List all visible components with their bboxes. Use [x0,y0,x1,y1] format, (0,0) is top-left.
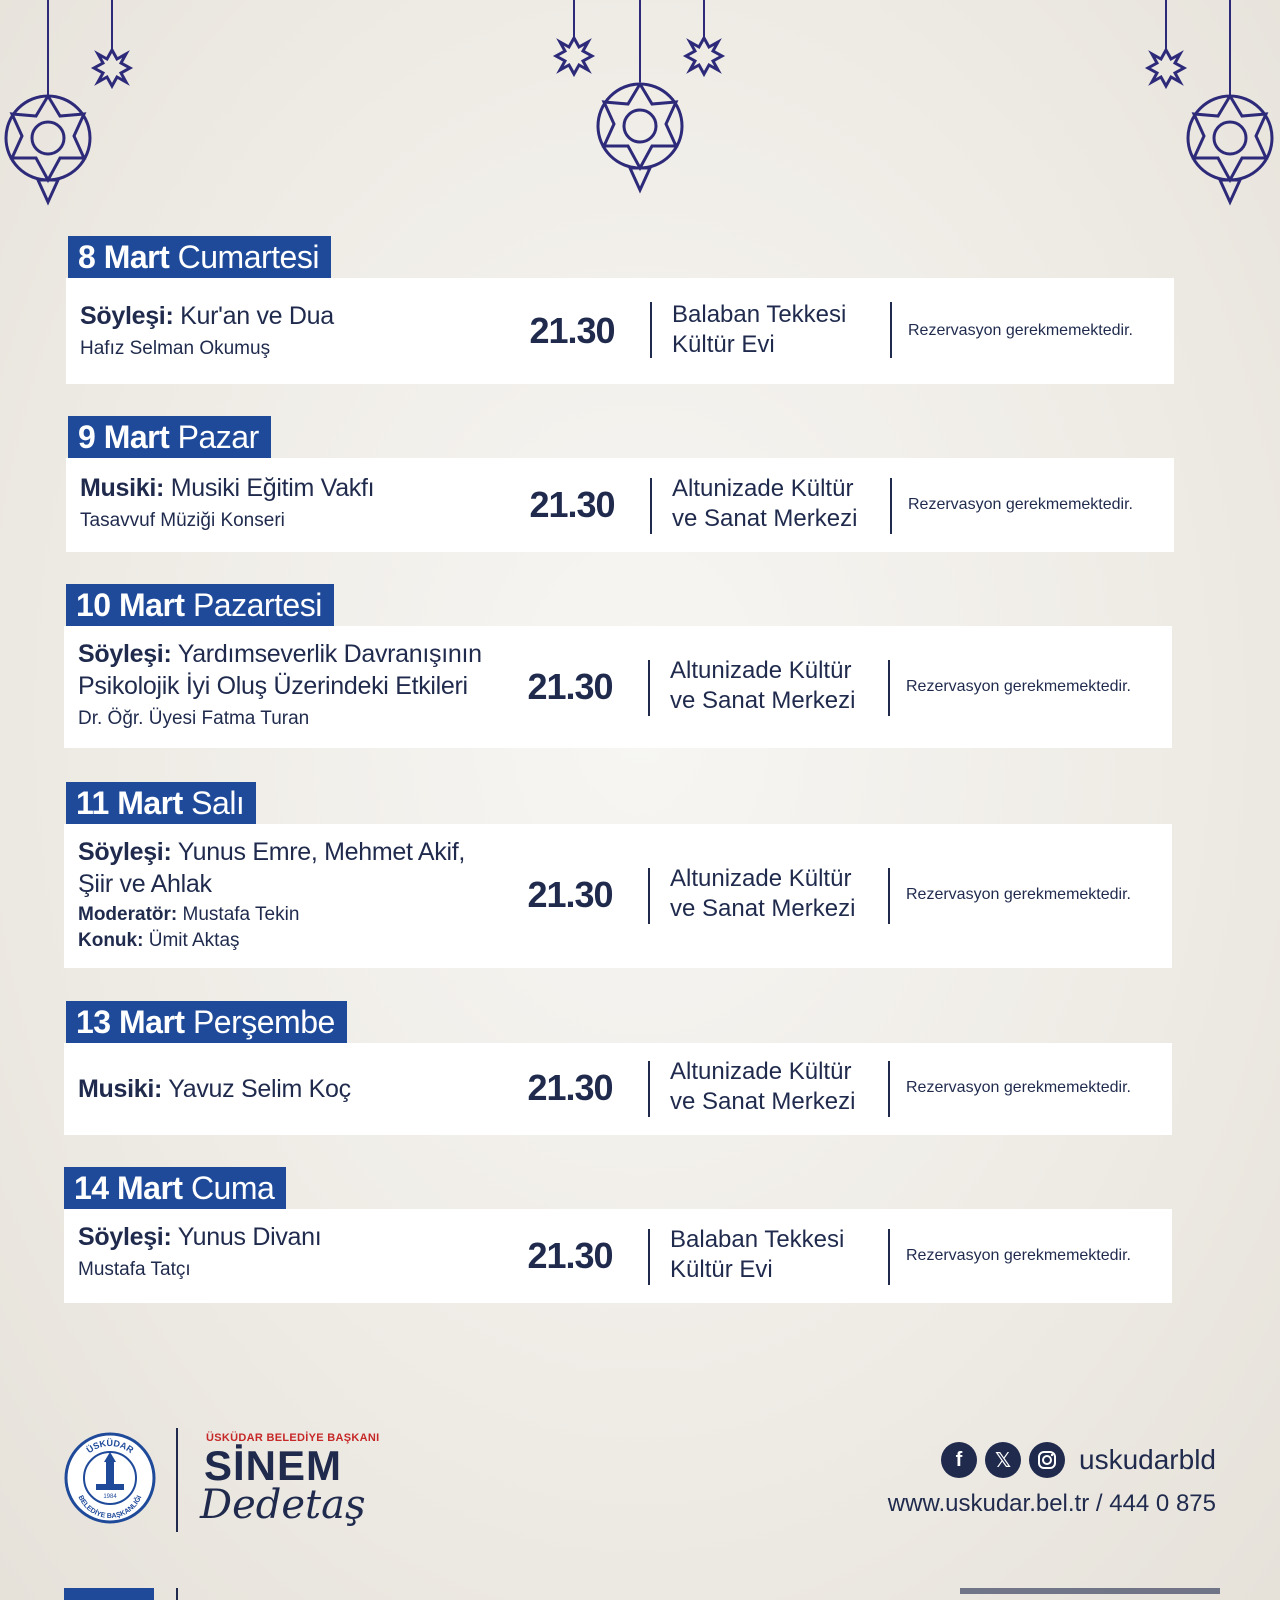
event-speaker: Hafız Selman Okumuş [80,338,271,359]
event-time: 21.30 [527,1235,613,1276]
event-moderator: Moderatör: Mustafa Tekin [78,904,300,925]
event-venue: Altunizade Kültür ve Sanat Merkezi [670,865,856,922]
day-label [68,236,331,278]
reservation-note: Rezervasyon gerekmemektedir. [908,496,1133,513]
divider [648,1229,650,1285]
event-card [64,1043,1172,1135]
footer-divider [176,1428,178,1532]
day-label: 13 Mart Perşembe [66,1001,347,1043]
footer [0,1420,1280,1560]
event-title: Söyleşi: Kur'an ve Dua [80,302,334,330]
day-label: 9 Mart Pazar [68,416,271,458]
logo-year: 1984 [103,1494,117,1500]
event-card [64,824,1172,968]
event-title: Söyleşi: Yardımseverlik Davranışının [78,640,482,668]
reservation-note: Rezervasyon gerekmemektedir. [906,886,1131,903]
event-card [64,1209,1172,1303]
x-twitter-icon[interactable]: 𝕏 [985,1442,1021,1478]
mayor-title: ÜSKÜDAR BELEDİYE BAŞKANI [206,1432,380,1444]
social-handle[interactable]: uskudarbld [1079,1444,1216,1475]
social-links [941,1440,1216,1480]
event-time: 21.30 [527,666,613,707]
reservation-note: Rezervasyon gerekmemektedir. [906,1247,1131,1264]
reservation-note: Rezervasyon gerekmemektedir. [906,1079,1131,1096]
website-phone[interactable]: www.uskudar.bel.tr / 444 0 875 [887,1490,1216,1517]
municipality-logo [64,1432,156,1524]
divider [888,1229,890,1285]
event-card [64,626,1172,748]
event-guest: Konuk: Ümit Aktaş [78,930,240,951]
divider [888,868,890,924]
event-time: 21.30 [527,1067,613,1108]
event-title: Musiki: Yavuz Selim Koç [78,1075,351,1103]
event-venue: Altunizade Kültür ve Sanat Merkezi [672,475,858,532]
day-date: 8 Mart [78,239,170,275]
event-subtitle: Tasavvuf Müziği Konseri [80,510,285,531]
logo-top-text: ÜSKÜDAR [84,1437,136,1456]
event-speaker: Mustafa Tatçı [78,1259,191,1280]
divider [890,302,892,358]
day-label: 10 Mart Pazartesi [66,584,334,626]
divider [888,1061,890,1117]
event-card [66,278,1174,384]
event-venue: Altunizade Kültür ve Sanat Merkezi [670,1058,856,1115]
facebook-icon[interactable]: f [941,1442,977,1478]
day-weekday: Cumartesi [177,239,319,275]
event-time: 21.30 [527,874,613,915]
event-time: 21.30 [529,310,615,351]
divider [650,478,652,534]
footer-repeat-strip [0,1588,1280,1600]
day-label: 14 Mart Cuma [64,1167,286,1209]
divider [648,868,650,924]
event-title: Söyleşi: Yunus Divanı [78,1223,322,1251]
event-venue: Balaban Tekkesi Kültür Evi [672,301,847,358]
divider [888,660,890,716]
reservation-note: Rezervasyon gerekmemektedir. [906,678,1131,695]
reservation-note: Rezervasyon gerekmemektedir. [908,322,1133,339]
divider [648,1061,650,1117]
divider [648,660,650,716]
event-time: 21.30 [529,484,615,525]
mayor-name: SİNEM [204,1442,343,1489]
divider [650,302,652,358]
mayor-signature: Dedetaş [200,1482,366,1528]
event-card [66,458,1174,552]
event-title-cont: Şiir ve Ahlak [78,870,212,898]
instagram-icon[interactable] [1029,1442,1065,1478]
divider [890,478,892,534]
event-title: Söyleşi: Yunus Emre, Mehmet Akif, [78,838,466,866]
lantern-ornaments [0,0,1280,230]
event-title: Musiki: Musiki Eğitim Vakfı [80,474,375,502]
event-venue: Balaban Tekkesi Kültür Evi [670,1226,845,1283]
logo-bottom-text: BELEDİYE BAŞKANLIĞI [76,1494,144,1521]
day-label: 11 Mart Salı [66,782,256,824]
event-title-cont: Psikolojik İyi Oluş Üzerindeki Etkileri [78,672,468,700]
event-speaker: Dr. Öğr. Üyesi Fatma Turan [78,708,310,729]
event-venue: Altunizade Kültür ve Sanat Merkezi [670,657,856,714]
